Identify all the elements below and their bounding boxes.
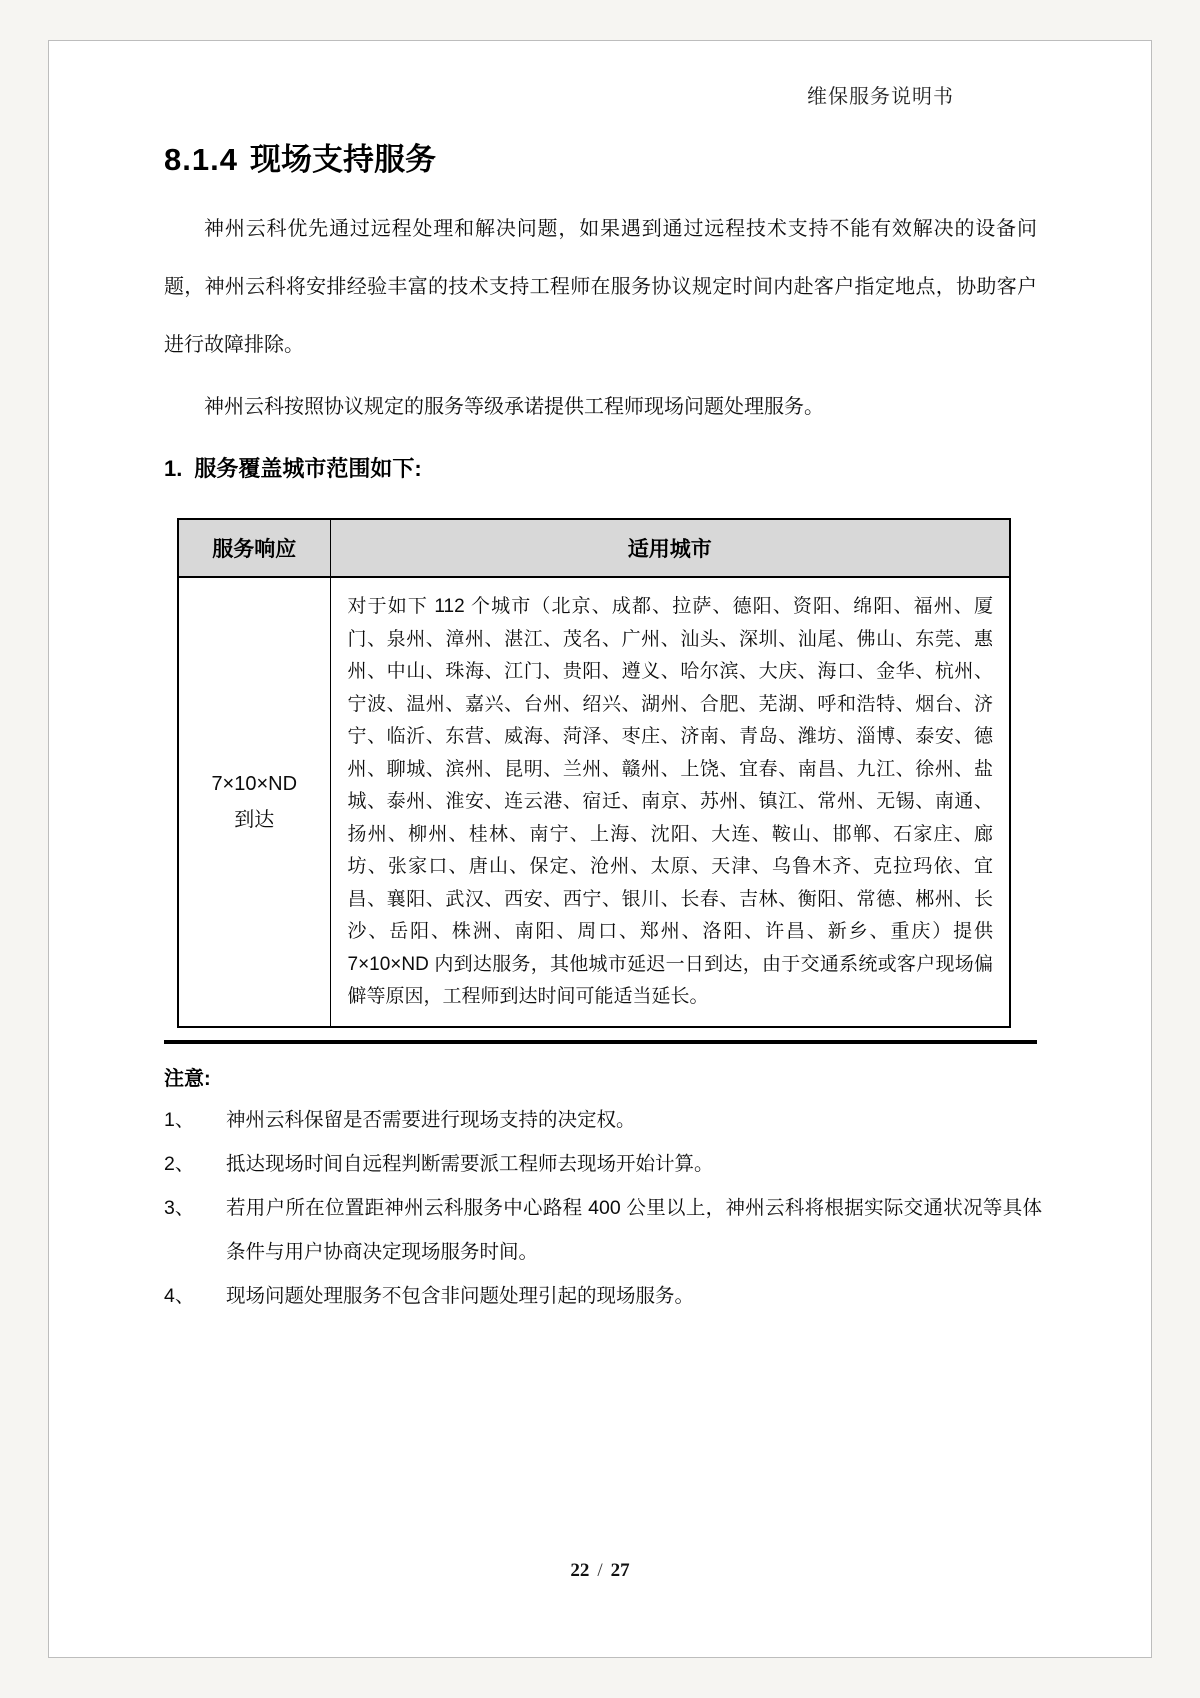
note-number: 3、 [164,1197,195,1219]
service-coverage-table [177,518,1011,1028]
note-number: 4、 [164,1285,195,1307]
note-text: 现场问题处理服务不包含非问题处理引起的现场服务。 [226,1285,695,1307]
divider-rule [164,1040,1037,1044]
cities-cell: 对于如下 112 个城市（北京、成都、拉萨、德阳、资阳、绵阳、福州、厦门、泉州、漳州、湛江、茂名、广州、汕头、深圳、汕尾、佛山、东莞、惠州、中山、珠海、江门、贵阳、遵义、哈尔滨、大庆、海口、金华、杭州、宁波、温州、嘉兴、台州、绍兴、湖州、合肥、芜湖、呼和浩特、烟台、济宁、临沂、东营、威海、菏泽、枣庄、济南、青岛、潍坊、淄博、泰安、德州、聊城、滨州、昆明、兰州、赣州、上饶、宜春、南昌、九江、徐州、盐城、泰州、淮安、连云港、宿迁、南京、苏州、镇江、常州、无锡、南通、扬州、柳州、桂林、南宁、上海、沈阳、大连、鞍山、邯郸、石家庄、廊坊、张家口、唐山、保定、沧州、太原、天津、乌鲁木齐、克拉玛依、宜昌、襄阳、武汉、西安、西宁、银川、长春、吉林、衡阳、常德、郴州、长沙、岳阳、株洲、南阳、周口、郑州、洛阳、许昌、新乡、重庆）提供 7×10×ND 内到达服务，其他城市延迟一日到达，由于交通系统或客户现场偏僻等原因，工程师到达时间可能适当延长。 [330,577,1010,1027]
note-item [164,1186,1042,1274]
note-item [164,1142,1042,1186]
paragraph-intro: 神州云科优先通过远程处理和解决问题，如果遇到通过远程技术支持不能有效解决的设备问题，神州云科将安排经验丰富的技术支持工程师在服务协议规定时间内赴客户指定地点，协助客户进行故障排除。 [164,218,1037,356]
section-number: 8.1.4 [164,142,238,177]
note-text: 若用户所在位置距神州云科服务中心路程 400 公里以上，神州云科将根据实际交通状况等具体条件与用户协商决定现场服务时间。 [226,1197,1042,1263]
table-row [178,577,1010,1027]
page-number-current: 22 [570,1560,590,1581]
list-heading-text: 服务覆盖城市范围如下: [194,456,422,481]
note-number: 1、 [164,1109,195,1131]
page-number-total: 27 [610,1560,630,1581]
document-header-title: 维保服务说明书 [807,86,954,108]
page-footer [0,1560,1200,1582]
response-level: 7×10×ND [211,773,298,795]
list-heading [164,452,422,483]
note-text: 抵达现场时间自远程判断需要派工程师去现场开始计算。 [226,1153,714,1175]
table-header-response: 服务响应 [178,519,330,577]
note-number: 2、 [164,1153,195,1175]
section-title: 现场支持服务 [249,142,436,177]
response-arrival: 到达 [234,809,275,831]
notes-title: 注意: [164,1068,211,1090]
page-number-separator: / [597,1560,603,1581]
note-item [164,1098,1042,1142]
section-heading [164,134,436,179]
response-cell [178,577,330,1027]
paragraph-commitment: 神州云科按照协议规定的服务等级承诺提供工程师现场问题处理服务。 [204,396,824,418]
note-text: 神州云科保留是否需要进行现场支持的决定权。 [226,1109,636,1131]
list-heading-number: 1. [164,456,183,481]
table-header-row [178,519,1010,577]
body-paragraphs [164,200,1037,436]
table-header-cities: 适用城市 [330,519,1010,577]
note-item [164,1274,1042,1318]
notes-list [164,1098,1042,1318]
